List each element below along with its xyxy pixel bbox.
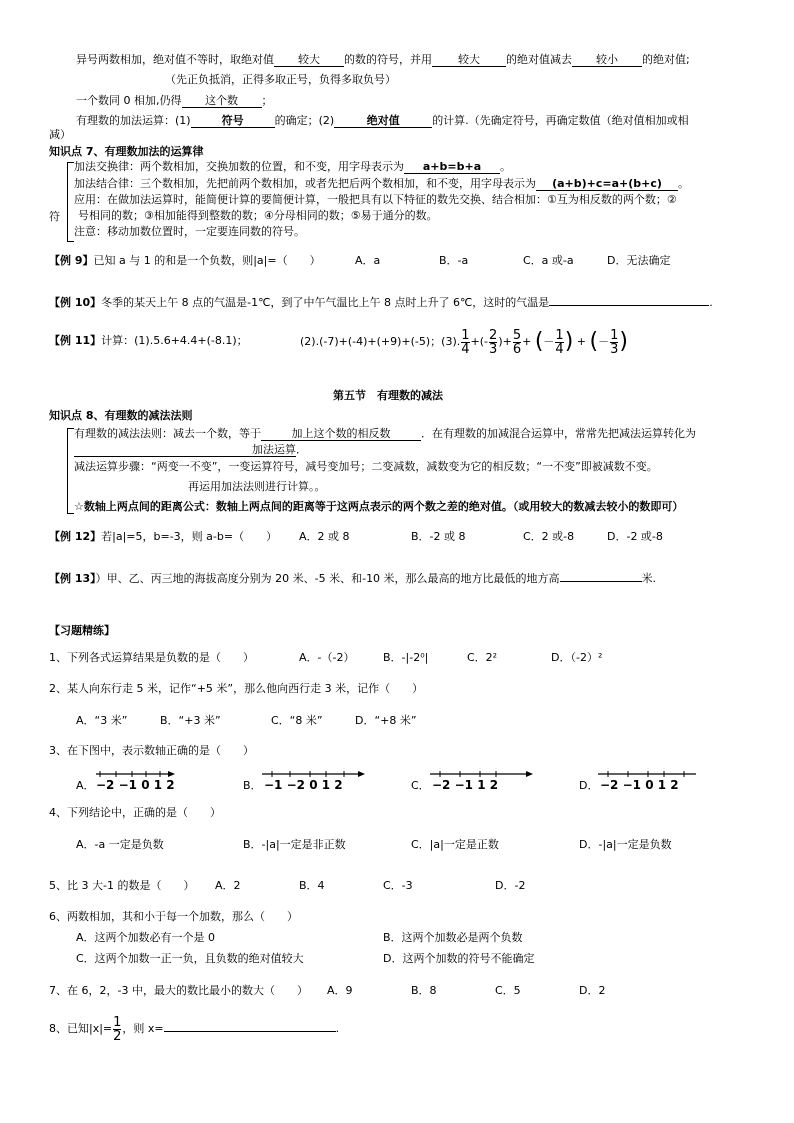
blank-larger-1: 较大 [274, 54, 344, 67]
ex12-option-a: A．2 或 8 [299, 530, 350, 543]
q3-option-d: D． [579, 779, 599, 792]
rule-unlike-signs: 异号两数相加，绝对值不等时，取绝对值 较大 的数的符号，并用 较大 的绝对值减去 较小 的绝对值; [76, 53, 690, 66]
k7-associative: 加法结合律：三个数相加，先把前两个数相加，或者先把后两个数相加，和不变，用字母表示为 (a+b)+c=a+(b+c) 。 [74, 177, 689, 190]
q2-option-d: D．“+8 米” [355, 714, 417, 727]
q4-option-c: C．|a|一定是正数 [411, 838, 499, 851]
blank-absolute-value: 绝对值 [334, 115, 432, 128]
q2-option-c: C．“8 米” [271, 714, 323, 727]
q3-option-c: C． [411, 779, 430, 792]
practice-q5: 5、比 3 大-1 的数是（ ） [49, 879, 195, 892]
q7-option-a: A．9 [327, 984, 353, 997]
blank-temperature [549, 305, 709, 306]
rule-zero: 一个数同 0 相加,仍得 这个数 ； [76, 94, 273, 107]
blank-commutative: a+b=b+a [404, 161, 500, 174]
fraction-1-4: $\frac{1}{4}$ [461, 327, 470, 357]
k7-commutative: 加法交换律：两个数相加，交换加数的位置，和不变，用字母表示为 a+b=b+a 。 [74, 160, 511, 173]
practice-q8: 8、已知|x|= $\frac{1}{2}$ ，则 x= . [49, 1014, 340, 1044]
q6-option-a: A．这两个加数必有一个是 0 [76, 931, 216, 944]
k8-brace [67, 428, 74, 514]
practice-q7: 7、在 6，2，-3 中，最大的数比最小的数大（ ） [49, 984, 308, 997]
k8-subtraction-rule-cont: 加法运算． [74, 443, 307, 457]
q7-option-c: C．5 [495, 984, 521, 997]
q6-option-c: C．这两个加数一正一负，且负数的绝对值较大 [76, 952, 304, 965]
practice-q4: 4、下列结论中，正确的是（ ） [49, 806, 221, 819]
k8-subtraction-rule: 有理数的减法法则：减去一个数，等于 加上这个数的相反数 ．在有理数的加减混合运算中，常常先把减法运算转化为 [74, 427, 696, 440]
q7-option-b: B．8 [411, 984, 437, 997]
rule-addition-steps-cont: 减） [49, 128, 71, 141]
rule-addition-steps: 有理数的加法运算：(1) 符号 的确定；(2) 绝对值 的计算.（先确定符号，再确定数值（绝对值相加或相 [76, 114, 689, 127]
ex9-option-c: C．a 或-a [523, 254, 574, 267]
number-line-a-labels: −2 −1 0 1 2 [96, 778, 175, 792]
ex9-option-b: B．-a [439, 254, 469, 267]
number-line-a [96, 768, 176, 792]
fraction-1-4-neg: $\frac{1}{4}$ [555, 327, 564, 357]
example-12: 【例 12】若|a|=5，b=-3，则 a-b=（ ） [49, 530, 278, 543]
ex11-part2-3: (2).(-7)+(-4)+(+9)+(-5)；(3). $\frac{1}{4}$ +(- $\frac{2}{3}$ )+ $\frac{5}{6}$ + (－ $\frac{1}{4}$ ) + (－ $\frac{1}{3}$ ) [300, 327, 628, 357]
blank-this-number: 这个数 [182, 95, 262, 108]
example-9: 【例 9】已知 a 与 1 的和是一个负数，则|a|=（ ） [49, 254, 321, 267]
k8-distance-formula: ☆数轴上两点间的距离公式：数轴上两点间的距离等于这两点表示的两个数之差的绝对值。（或用较大的数减去较小的数即可） [74, 500, 684, 513]
number-line-d-labels: −2 −1 0 1 2 [600, 778, 679, 792]
q3-option-b: B． [243, 779, 262, 792]
q2-option-b: B．“+3 米” [160, 714, 221, 727]
q4-option-a: A．-a 一定是负数 [76, 838, 164, 851]
k8-title: 知识点 8、有理数的减法法则 [49, 409, 193, 422]
ex12-option-c: C．2 或-8 [523, 530, 575, 543]
number-line-c [430, 768, 534, 792]
blank-x [164, 1031, 336, 1032]
q6-option-d: D．这两个加数的符号不能确定 [383, 952, 535, 965]
ex12-option-d: D．-2 或-8 [607, 530, 663, 543]
practice-q2: 2、某人向东行走 5 米，记作“+5 米”，那么他向西行走 3 米，记作（ ） [49, 682, 424, 695]
blank-associative: (a+b)+c=a+(b+c) [536, 178, 678, 191]
number-line-c-labels: −2 −1 1 2 [432, 778, 499, 792]
k7-title: 知识点 7、有理数加法的运算律 [49, 145, 204, 158]
example-11: 【例 11】计算：(1).5.6+4.4+(-8.1)； [49, 334, 248, 347]
k7-side-label: 符 [49, 210, 60, 223]
k7-application-cont: 号相同的数；③相加能得到整数的数；④分母相同的数；⑤易于通分的数。 [78, 209, 438, 222]
q5-option-d: D．-2 [495, 879, 526, 892]
blank-addition: 加法运算 [74, 444, 296, 457]
ex9-option-a: A．a [355, 254, 381, 267]
q5-option-b: B．4 [299, 879, 325, 892]
example-13: 【例 13】）甲、乙、丙三地的海拔高度分别为 20 米、-5 米、和-10 米，那么最高的地方比最低的地方高 米. [49, 572, 657, 585]
practice-title: 【习题精练】 [49, 624, 115, 637]
k7-note: 注意：移动加数位置时，一定要连同数的符号。 [74, 225, 305, 238]
q6-option-b: B．这两个加数必是两个负数 [383, 931, 523, 944]
q1-option-b: B．-|-2⁰| [383, 651, 429, 664]
q3-option-a: A． [76, 779, 95, 792]
q4-option-d: D．-|a|一定是负数 [579, 838, 672, 851]
rule-note: （先正负抵消，正得多取正号，负得多取负号） [165, 73, 396, 86]
fraction-1-2: $\frac{1}{2}$ [113, 1014, 122, 1044]
fraction-2-3: $\frac{2}{3}$ [489, 327, 498, 357]
practice-q6: 6、两数相加，其和小于每一个加数，那么（ ） [49, 910, 298, 923]
number-line-b [262, 768, 366, 792]
k8-steps: 减法运算步骤：“两变一不变”，一变运算符号，减号变加号；二变减数，减数变为它的相反数；“一不变”即被减数不变。 [74, 460, 658, 473]
k7-brace [67, 162, 74, 242]
q5-option-a: A．2 [215, 879, 241, 892]
q1-option-c: C．2² [467, 651, 498, 664]
number-line-b-labels: −1 −2 0 1 2 [264, 778, 343, 792]
practice-q3: 3、在下图中，表示数轴正确的是（ ） [49, 744, 254, 757]
number-line-d [598, 768, 698, 792]
ex12-option-b: B．-2 或 8 [411, 530, 466, 543]
blank-height-diff [560, 581, 642, 582]
blank-sign: 符号 [191, 115, 275, 128]
practice-q1: 1、下列各式运算结果是负数的是（ ） [49, 651, 254, 664]
fraction-1-3-neg: $\frac{1}{3}$ [610, 327, 619, 357]
blank-larger-2: 较大 [432, 54, 506, 67]
fraction-5-6: $\frac{5}{6}$ [512, 327, 522, 357]
example-10: 【例 10】冬季的某天上午 8 点的气温是-1℃，到了中午气温比上午 8 点时上升了 6℃，这时的气温是 . [49, 296, 713, 309]
q5-option-c: C．-3 [383, 879, 413, 892]
q4-option-b: B．-|a|一定是非正数 [243, 838, 346, 851]
blank-smaller: 较小 [572, 54, 642, 67]
blank-opposite: 加上这个数的相反数 [261, 428, 421, 441]
q7-option-d: D．2 [579, 984, 606, 997]
q1-option-a: A．-（-2） [299, 651, 355, 664]
k8-steps-cont: 再运用加法法则进行计算。。 [188, 480, 326, 493]
section-5-title: 第五节 有理数的减法 [333, 389, 443, 402]
q2-option-a: A．“3 米” [76, 714, 128, 727]
q1-option-d: D．（-2）² [551, 651, 603, 664]
ex9-option-d: D．无法确定 [607, 254, 671, 267]
k7-application: 应用：在做加法运算时，能简便计算的要简便计算，一般把具有以下特征的数先交换、结合相加：①互为相反数的两个数；② [74, 193, 677, 206]
